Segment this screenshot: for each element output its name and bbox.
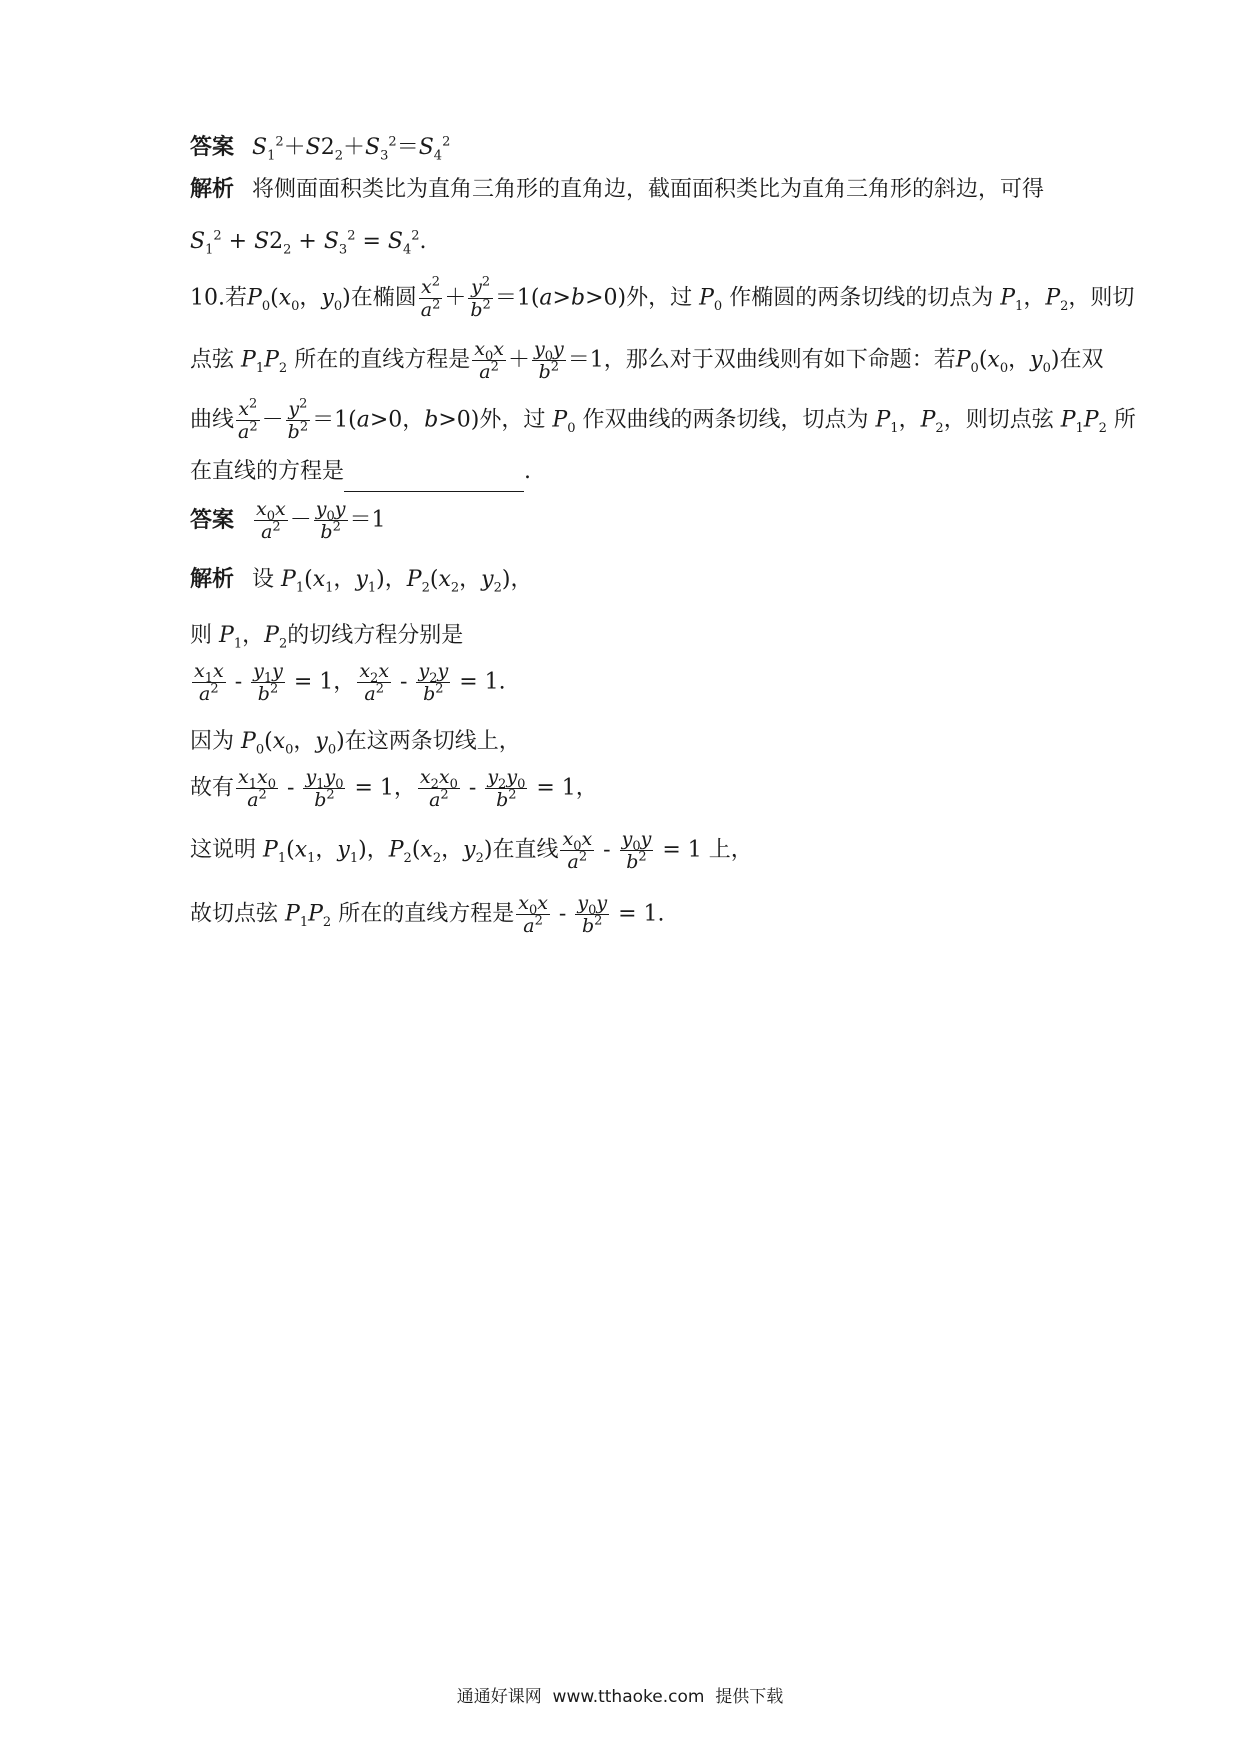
q10-text: 作双曲线的两条切线，切点为 (582, 407, 869, 433)
q10-text: 点弦 (190, 347, 235, 373)
fraction: $\frac{y^2}{b^2}$ (287, 396, 309, 443)
fraction: $\frac{x_1x}{a^2}$ (194, 660, 224, 705)
fraction: $\frac{x_2x_0}{a^2}$ (419, 766, 458, 811)
q9-answer-line (190, 128, 1060, 168)
fraction: $\frac{x_0x}{a^2}$ (474, 338, 504, 383)
q10-line-2: 点弦 $P_1P_2$ 所在的直线方程是 $\frac{x_0x}{a^2}$ ＋ $\frac{y_0y}{b^2}$ ＝1，那么对于双曲线则有如下命题：若$P_0(x_0$，$y_0$)在双 (190, 338, 1104, 383)
q10-text: 在双 (1059, 347, 1104, 373)
sol-text: 故有 (190, 775, 235, 801)
q10-text: 在椭圆 (350, 285, 417, 311)
sol-text: 这说明 (190, 837, 257, 863)
analysis-label: 解析 (190, 567, 235, 592)
q10-text: 外，过 (479, 407, 546, 433)
sol-text: 则 (190, 623, 213, 648)
footer-provide: 提供下载 (715, 1687, 784, 1707)
fraction: $\frac{y_0y}{b^2}$ (577, 892, 608, 937)
footer-url[interactable]: www.tthaoke.com (552, 1687, 705, 1707)
q10-text: 曲线 (190, 407, 235, 433)
fraction: $\frac{y_0y}{b^2}$ (621, 828, 652, 873)
answer-blank (344, 465, 524, 492)
q10-text: 外，过 (626, 285, 693, 311)
q10-text: 作椭圆的两条切线的切点为 (729, 285, 994, 311)
fraction: $\frac{y^2}{b^2}$ (470, 274, 491, 321)
fraction: $\frac{y_1y_0}{b^2}$ (305, 766, 344, 811)
q10-number: 10. (190, 285, 225, 311)
fraction: $\frac{x_1x_0}{a^2}$ (238, 766, 277, 811)
sol-line-5: 故有 $\frac{x_1x_0}{a^2}$ - $\frac{y_1y_0}{b^2}$ = 1， $\frac{x_2x_0}{a^2}$ - $\frac{y_2y_0}{b^2}$ = 1， (190, 766, 598, 811)
q10-text: 在直线的方程是 (190, 459, 345, 484)
answer-label: 答案 (190, 135, 235, 160)
q9-answer-formula: $S_1^2+S2_2+S_3^2=S_4^2$ (252, 134, 451, 164)
q9-analysis-formula: $S_1^2 + S2_2 + S_3^2 = S_4^2$. (190, 228, 427, 258)
q10-text: ，则切 (1068, 285, 1135, 311)
answer-label: 答案 (190, 507, 235, 533)
fraction: $\frac{x_0x}{a^2}$ (562, 828, 593, 873)
q10-line-3: 曲线 $\frac{x^2}{a^2}$ － $\frac{y^2}{b^2}$ ＝1(a>0，b>0)外，过 $P_0$ 作双曲线的两条切线，切点为 $P_1$，$P_2$，则切点弦 $P_1P_2$ 所 (190, 396, 1136, 443)
sol-text: 设 (252, 567, 275, 592)
fraction: $\frac{x^2}{a^2}$ (238, 396, 258, 443)
fraction: $\frac{y_0y}{b^2}$ (315, 498, 346, 543)
q10-text: ，那么对于双曲线则有如下命题：若 (603, 347, 956, 373)
footer-site-name: 通通好课网 (456, 1687, 542, 1707)
sol-text: 因为 (190, 729, 235, 754)
q10-text: 若 (225, 285, 248, 311)
fraction: $\frac{y_2y}{b^2}$ (418, 660, 449, 705)
fraction: $\frac{y_2y_0}{b^2}$ (487, 766, 526, 811)
sol-text: 的切线方程分别是 (287, 623, 464, 648)
sol-line-3: $\frac{x_1x}{a^2}$ - $\frac{y_1y}{b^2}$ = 1， $\frac{x_2x}{a^2}$ - $\frac{y_2y}{b^2}$ = 1. (194, 660, 506, 705)
q10-line-1: 10.若$P_0(x_0$，$y_0$)在椭圆 $\frac{x^2}{a^2}$ ＋ $\frac{y^2}{b^2}$ ＝1(a>b>0)外，过 $P_0$ 作椭圆的两条切线的切点为 $P_1$，$P_2$，则切 (190, 274, 1135, 321)
fraction: $\frac{x^2}{a^2}$ (420, 274, 441, 321)
fraction: $\frac{x_0x}{a^2}$ (256, 498, 286, 543)
fraction: $\frac{x_2x}{a^2}$ (359, 660, 390, 705)
fraction: $\frac{y_0y}{b^2}$ (533, 338, 564, 383)
sol-text: 在这两条切线上， (344, 729, 521, 754)
sol-line-2: 则 $P_1$，$P_2$的切线方程分别是 (190, 623, 464, 652)
analysis-label: 解析 (190, 177, 235, 202)
q10-answer-line: 答案 $\frac{x_0x}{a^2}$ － $\frac{y_0y}{b^2}$ ＝1 (190, 498, 386, 543)
q10-line-4: 在直线的方程是 . (190, 452, 1060, 492)
fraction: $\frac{y_1y}{b^2}$ (253, 660, 283, 705)
q9-analysis-line (190, 170, 1060, 210)
sol-text: 在直线 (492, 837, 559, 863)
sol-text: 故切点弦 (190, 901, 279, 927)
q10-text: 所在的直线方程是 (294, 347, 471, 373)
sol-line-4: 因为 $P_0(x_0$，$y_0$)在这两条切线上， (190, 729, 521, 758)
sol-line-7: 故切点弦 $P_1P_2$ 所在的直线方程是 $\frac{x_0x}{a^2}$ - $\frac{y_0y}{b^2}$ = 1. (190, 892, 665, 937)
fraction: $\frac{x_0x}{a^2}$ (518, 892, 548, 937)
sol-text: 上， (708, 837, 753, 863)
sol-text: 所在的直线方程是 (338, 901, 515, 927)
sol-line-6: 这说明 $P_1(x_1$，$y_1$)，$P_2(x_2$，$y_2$)在直线 $\frac{x_0x}{a^2}$ - $\frac{y_0y}{b^2}$ = 1 上， (190, 828, 753, 873)
q9-analysis-text: 将侧面面积类比为直角三角形的直角边，截面面积类比为直角三角形的斜边，可得 (252, 177, 1045, 202)
q10-analysis-line: 解析 设 $P_1(x_1$，$y_1$)，$P_2(x_2$，$y_2$)， (190, 567, 533, 596)
q10-text: 所 (1113, 407, 1136, 433)
q10-text: ，则切点弦 (943, 407, 1054, 433)
page-footer (0, 1682, 1240, 1707)
